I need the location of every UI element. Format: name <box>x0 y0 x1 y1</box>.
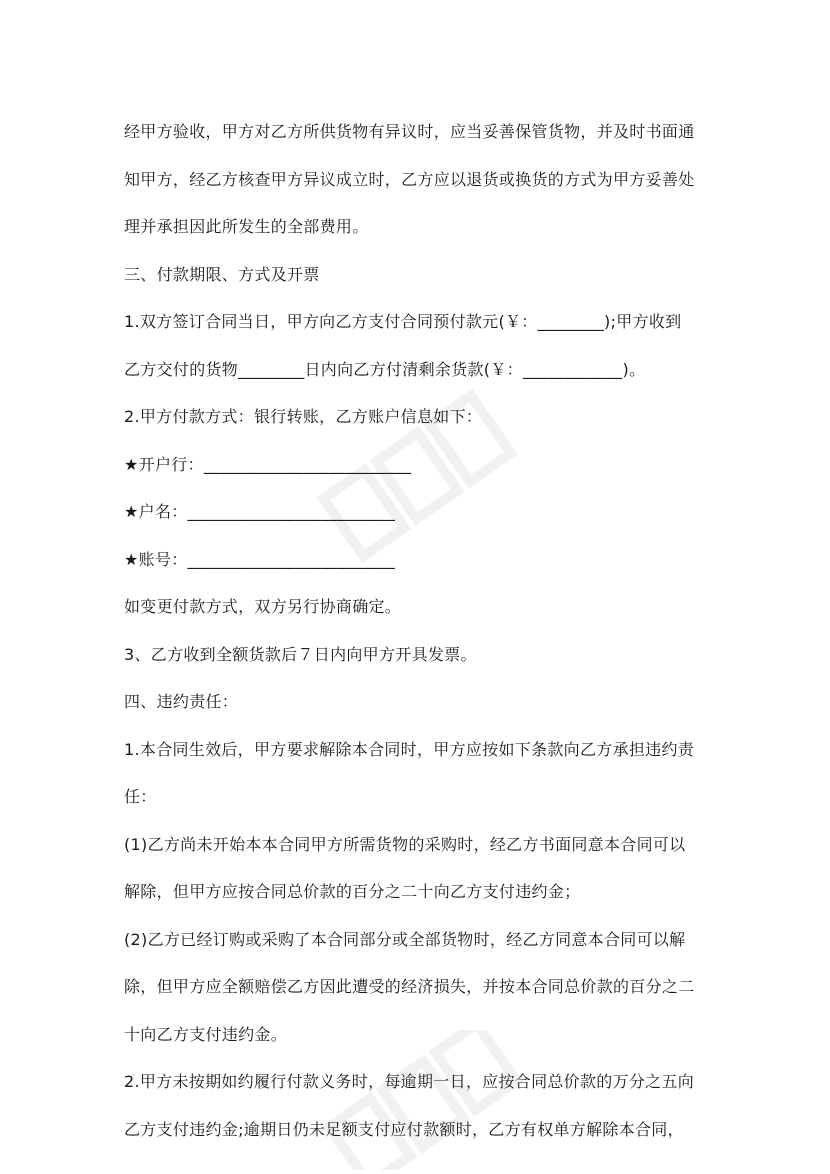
paragraph-line: 1.本合同生效后，甲方要求解除本合同时，甲方应按如下条款向乙方承担违约责 <box>124 739 695 759</box>
account-name-field-line: ★户名：_________________________ <box>124 502 396 521</box>
paragraph-line: 理并承担因此所发生的全部费用。 <box>124 217 369 236</box>
section-heading-liability: 四、违约责任： <box>124 692 239 711</box>
paragraph-line: (2)乙方已经订购或采购了本合同部分或全部货物时，经乙方同意本合同可以解 <box>124 929 686 949</box>
paragraph-line: 经甲方验收，甲方对乙方所供货物有异议时，应当妥善保管货物，并及时书面通 <box>124 122 695 141</box>
paragraph-line: 除，但甲方应全额赔偿乙方因此遭受的经济损失，并按本合同总价款的百分之二 <box>124 977 695 996</box>
paragraph-line: (1)乙方尚未开始本本合同甲方所需货物的采购时，经乙方书面同意本合同可以 <box>124 834 686 854</box>
section-heading-payment: 三、付款期限、方式及开票 <box>124 264 320 284</box>
paragraph-line: 解除，但甲方应按合同总价款的百分之二十向乙方支付违约金； <box>124 882 581 901</box>
paragraph-line: 十向乙方支付违约金。 <box>124 1024 288 1044</box>
account-number-field-line: ★账号：_________________________ <box>124 549 396 569</box>
paragraph-line: 3、乙方收到全额货款后７日内向甲方开具发票。 <box>124 644 477 664</box>
paragraph-line: 2.甲方付款方式：银行转账，乙方账户信息如下： <box>124 407 483 426</box>
document-body <box>124 108 724 1153</box>
paragraph-line: 如变更付款方式，双方另行协商确定。 <box>124 597 402 616</box>
paragraph-line: 乙方交付的货物________日内向乙方付清剩余货款(￥：____________)。 <box>124 359 646 379</box>
paragraph-line: 乙方支付违约金;逾期日仍未足额支付应付款额时，乙方有权单方解除本合同， <box>124 1119 684 1139</box>
paragraph-line: 知甲方，经乙方核查甲方异议成立时，乙方应以退货或换货的方式为甲方妥善处 <box>124 169 695 189</box>
paragraph-line: 1.双方签订合同当日，甲方向乙方支付合同预付款元(￥：________);甲方收到 <box>124 312 682 331</box>
paragraph-line: 任： <box>124 787 157 806</box>
paragraph-line: 2.甲方未按期如约履行付款义务时，每逾期一日，应按合同总价款的万分之五向 <box>124 1072 695 1091</box>
bank-field-line: ★开户行：_________________________ <box>124 454 412 474</box>
